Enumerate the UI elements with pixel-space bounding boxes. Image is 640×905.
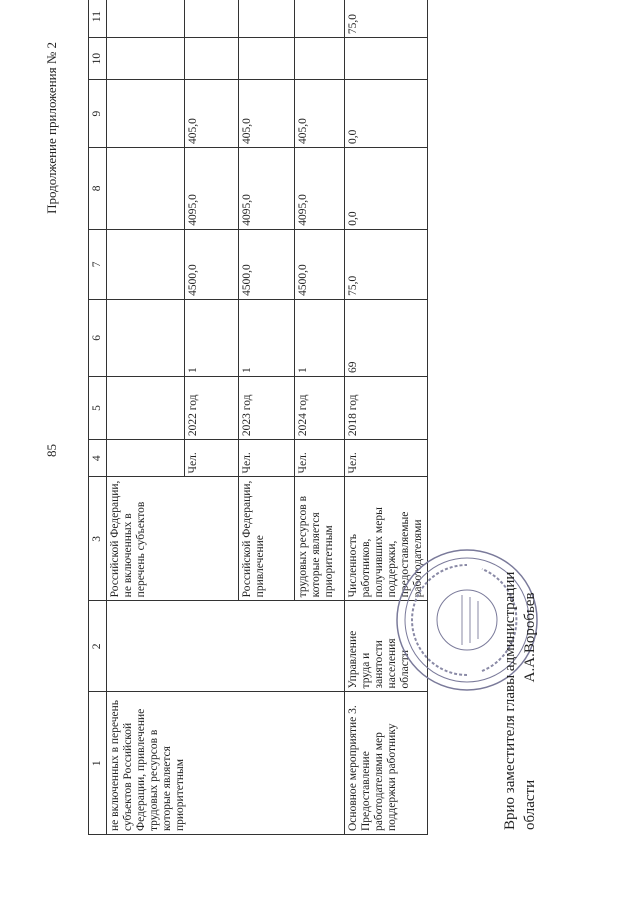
table-cell: 2024 год <box>295 376 345 439</box>
table-cell: 405,0 <box>239 80 295 148</box>
signature-line <box>520 572 540 830</box>
signature-name: А.А.Воробьев <box>522 592 538 683</box>
table-cell <box>185 38 239 80</box>
column-header: 2 <box>89 601 107 692</box>
table-cell: 1 <box>239 299 295 376</box>
table-cell <box>107 0 185 38</box>
table-cell: 0,0 <box>345 147 428 229</box>
signature-title: Врио заместителя главы администрации <box>502 571 518 830</box>
table-cell: Чел. <box>295 440 345 477</box>
table-cell: 4500,0 <box>295 229 345 299</box>
table-cell: 405,0 <box>185 80 239 148</box>
table-cell <box>107 601 345 692</box>
column-header: 7 <box>89 229 107 299</box>
table-cell <box>107 440 185 477</box>
table-cell: Российской Федерации, привлечение <box>239 477 295 601</box>
column-header: 3 <box>89 477 107 601</box>
table-cell: 75,0 <box>345 0 428 38</box>
table-cell: 75,0 <box>345 229 428 299</box>
table-cell: 69 <box>345 299 428 376</box>
table-cell <box>295 0 345 38</box>
table-cell: Российской Федерации, не включенных в перечень субъектов <box>107 477 239 601</box>
signature-block <box>500 572 540 830</box>
table-cell <box>107 80 185 148</box>
column-header: 5 <box>89 376 107 439</box>
table-cell: Чел. <box>239 440 295 477</box>
table-cell: 2022 год <box>185 376 239 439</box>
column-header: 9 <box>89 80 107 148</box>
table-cell: 4095,0 <box>295 147 345 229</box>
table-cell: не включенных в перечень субъектов Российской Федерации, привлечение трудовых ресурсов в которые является приоритетным <box>107 692 345 835</box>
continuation-label: Продолжение приложения № 2 <box>44 42 59 214</box>
table-cell: 405,0 <box>295 80 345 148</box>
table-cell: 0,0 <box>345 80 428 148</box>
table-row <box>107 0 185 835</box>
table-cell <box>295 38 345 80</box>
table-cell: Численность работников, получивших меры поддержки, предоставляемые работодателями <box>345 477 428 601</box>
table-cell: 4500,0 <box>239 229 295 299</box>
table-cell: Чел. <box>185 440 239 477</box>
table-cell: 4095,0 <box>239 147 295 229</box>
table-cell <box>239 38 295 80</box>
column-header: 8 <box>89 147 107 229</box>
page-number: 85 <box>44 444 59 457</box>
table-cell: 4500,0 <box>185 229 239 299</box>
table-cell <box>239 0 295 38</box>
table-cell: Основное мероприятие 3. Предоставление работодателями мер поддержки работнику <box>345 692 428 835</box>
table-cell <box>185 0 239 38</box>
column-header: 1 <box>89 692 107 835</box>
table-cell <box>107 38 185 80</box>
table-cell <box>107 147 185 229</box>
column-header: 4 <box>89 440 107 477</box>
table-cell: 2018 год <box>345 376 428 439</box>
table-cell: Управление труда и занятости населения области <box>345 601 428 692</box>
header-row <box>89 0 107 835</box>
table-cell <box>107 299 185 376</box>
table-cell: 4095,0 <box>185 147 239 229</box>
table-cell: 1 <box>185 299 239 376</box>
table-cell: трудовых ресурсов в которые является приоритетным <box>295 477 345 601</box>
table-cell: 2023 год <box>239 376 295 439</box>
table-cell: Чел. <box>345 440 428 477</box>
table-row <box>345 0 428 835</box>
table-cell <box>345 38 428 80</box>
table-cell: 1 <box>295 299 345 376</box>
signature-region: области <box>522 779 538 830</box>
table-cell <box>107 229 185 299</box>
column-header: 10 <box>89 38 107 80</box>
table-cell <box>107 376 185 439</box>
column-header: 6 <box>89 299 107 376</box>
data-table <box>88 0 428 835</box>
column-header: 11 <box>89 0 107 38</box>
